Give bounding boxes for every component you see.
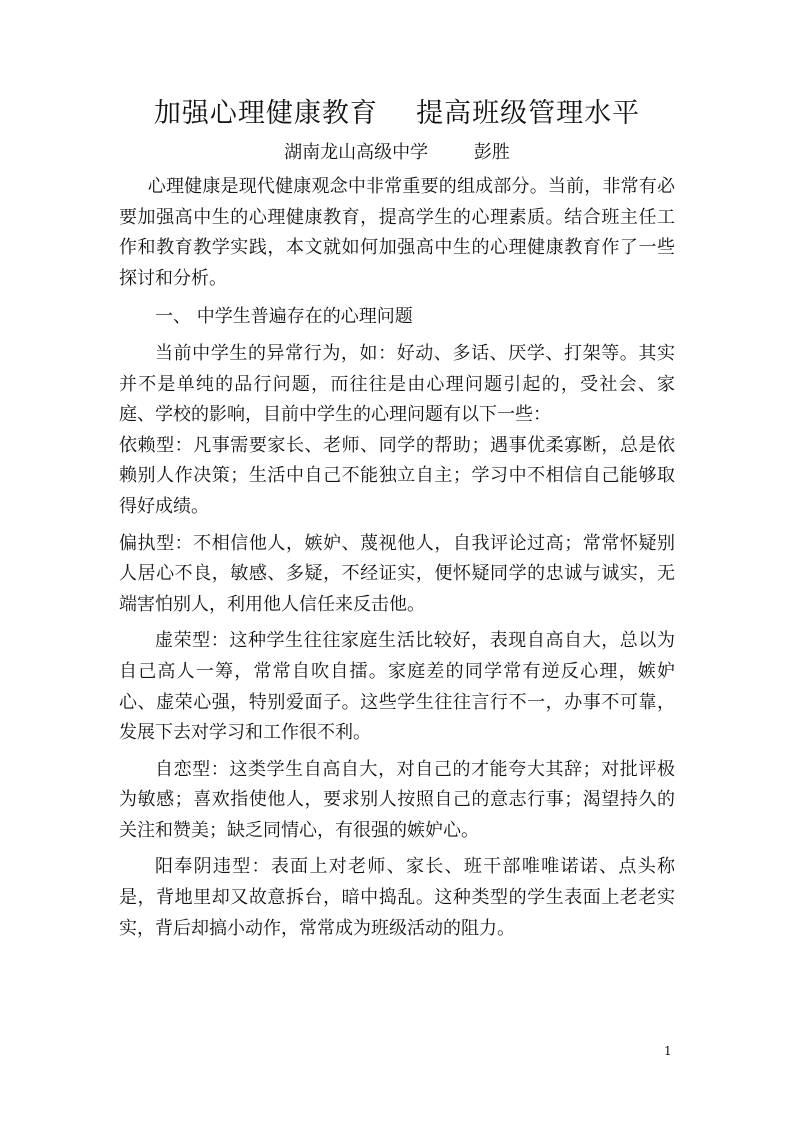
section-intro-paragraph: 当前中学生的异常行为，如：好动、多话、厌学、打架等。其实并不是单纯的品行问题，而往往是由心理问题引起的，受社会、家庭、学校的影响，目前中学生的心理问题有以下一些：	[119, 342, 675, 426]
two-faced-type-paragraph: 阳奉阴违型：表面上对老师、家长、班干部唯唯诺诺、点头称是，背地里却又故意拆台，暗中捣乱。这种类型的学生表面上老老实实，背后却搞小动作，常常成为班级活动的阻力。	[119, 856, 675, 939]
paranoid-type-paragraph: 偏执型：不相信他人，嫉妒、蔑视他人，自我评论过高；常常怀疑别人居心不良，敏感、多疑，不经证实，便怀疑同学的忠诚与诚实，无端害怕别人，利用他人信任来反击他。	[119, 532, 675, 615]
narcissistic-type-paragraph: 自恋型：这类学生自高自大，对自己的才能夸大其辞；对批评极为敏感；喜欢指使他人，要求别人按照自己的意志行事；渴望持久的关注和赞美；缺乏同情心，有很强的嫉妒心。	[119, 758, 675, 841]
dependent-type-paragraph: 依赖型：凡事需要家长、老师、同学的帮助；遇事优柔寡断，总是依赖别人作决策；生活中自己不能独立自主；学习中不相信自己能够取得好成绩。	[119, 434, 675, 517]
section-heading: 一、 中学生普遍存在的心理问题	[155, 306, 413, 328]
intro-paragraph: 心理健康是现代健康观念中非常重要的组成部分。当前，非常有必要加强高中生的心理健康教育，提高学生的心理素质。结合班主任工作和教育教学实践，本文就如何加强高中生的心理健康教育作了一些探讨和分析。	[119, 176, 675, 289]
article-body	[119, 172, 675, 944]
author-line: 湖南龙山高级中学 彭胜	[284, 142, 510, 163]
vanity-type-paragraph: 虚荣型：这种学生往往家庭生活比较好，表现自高自大，总以为自己高人一筹，常常自吹自擂。家庭差的同学常有逆反心理，嫉妒心、虚荣心强，特别爱面子。这些学生往往言行不一，办事不可靠，发展下去对学习和工作很不利。	[119, 630, 675, 744]
page-number: 1	[664, 1044, 672, 1058]
article-title: 加强心理健康教育 提高班级管理水平	[153, 98, 641, 129]
